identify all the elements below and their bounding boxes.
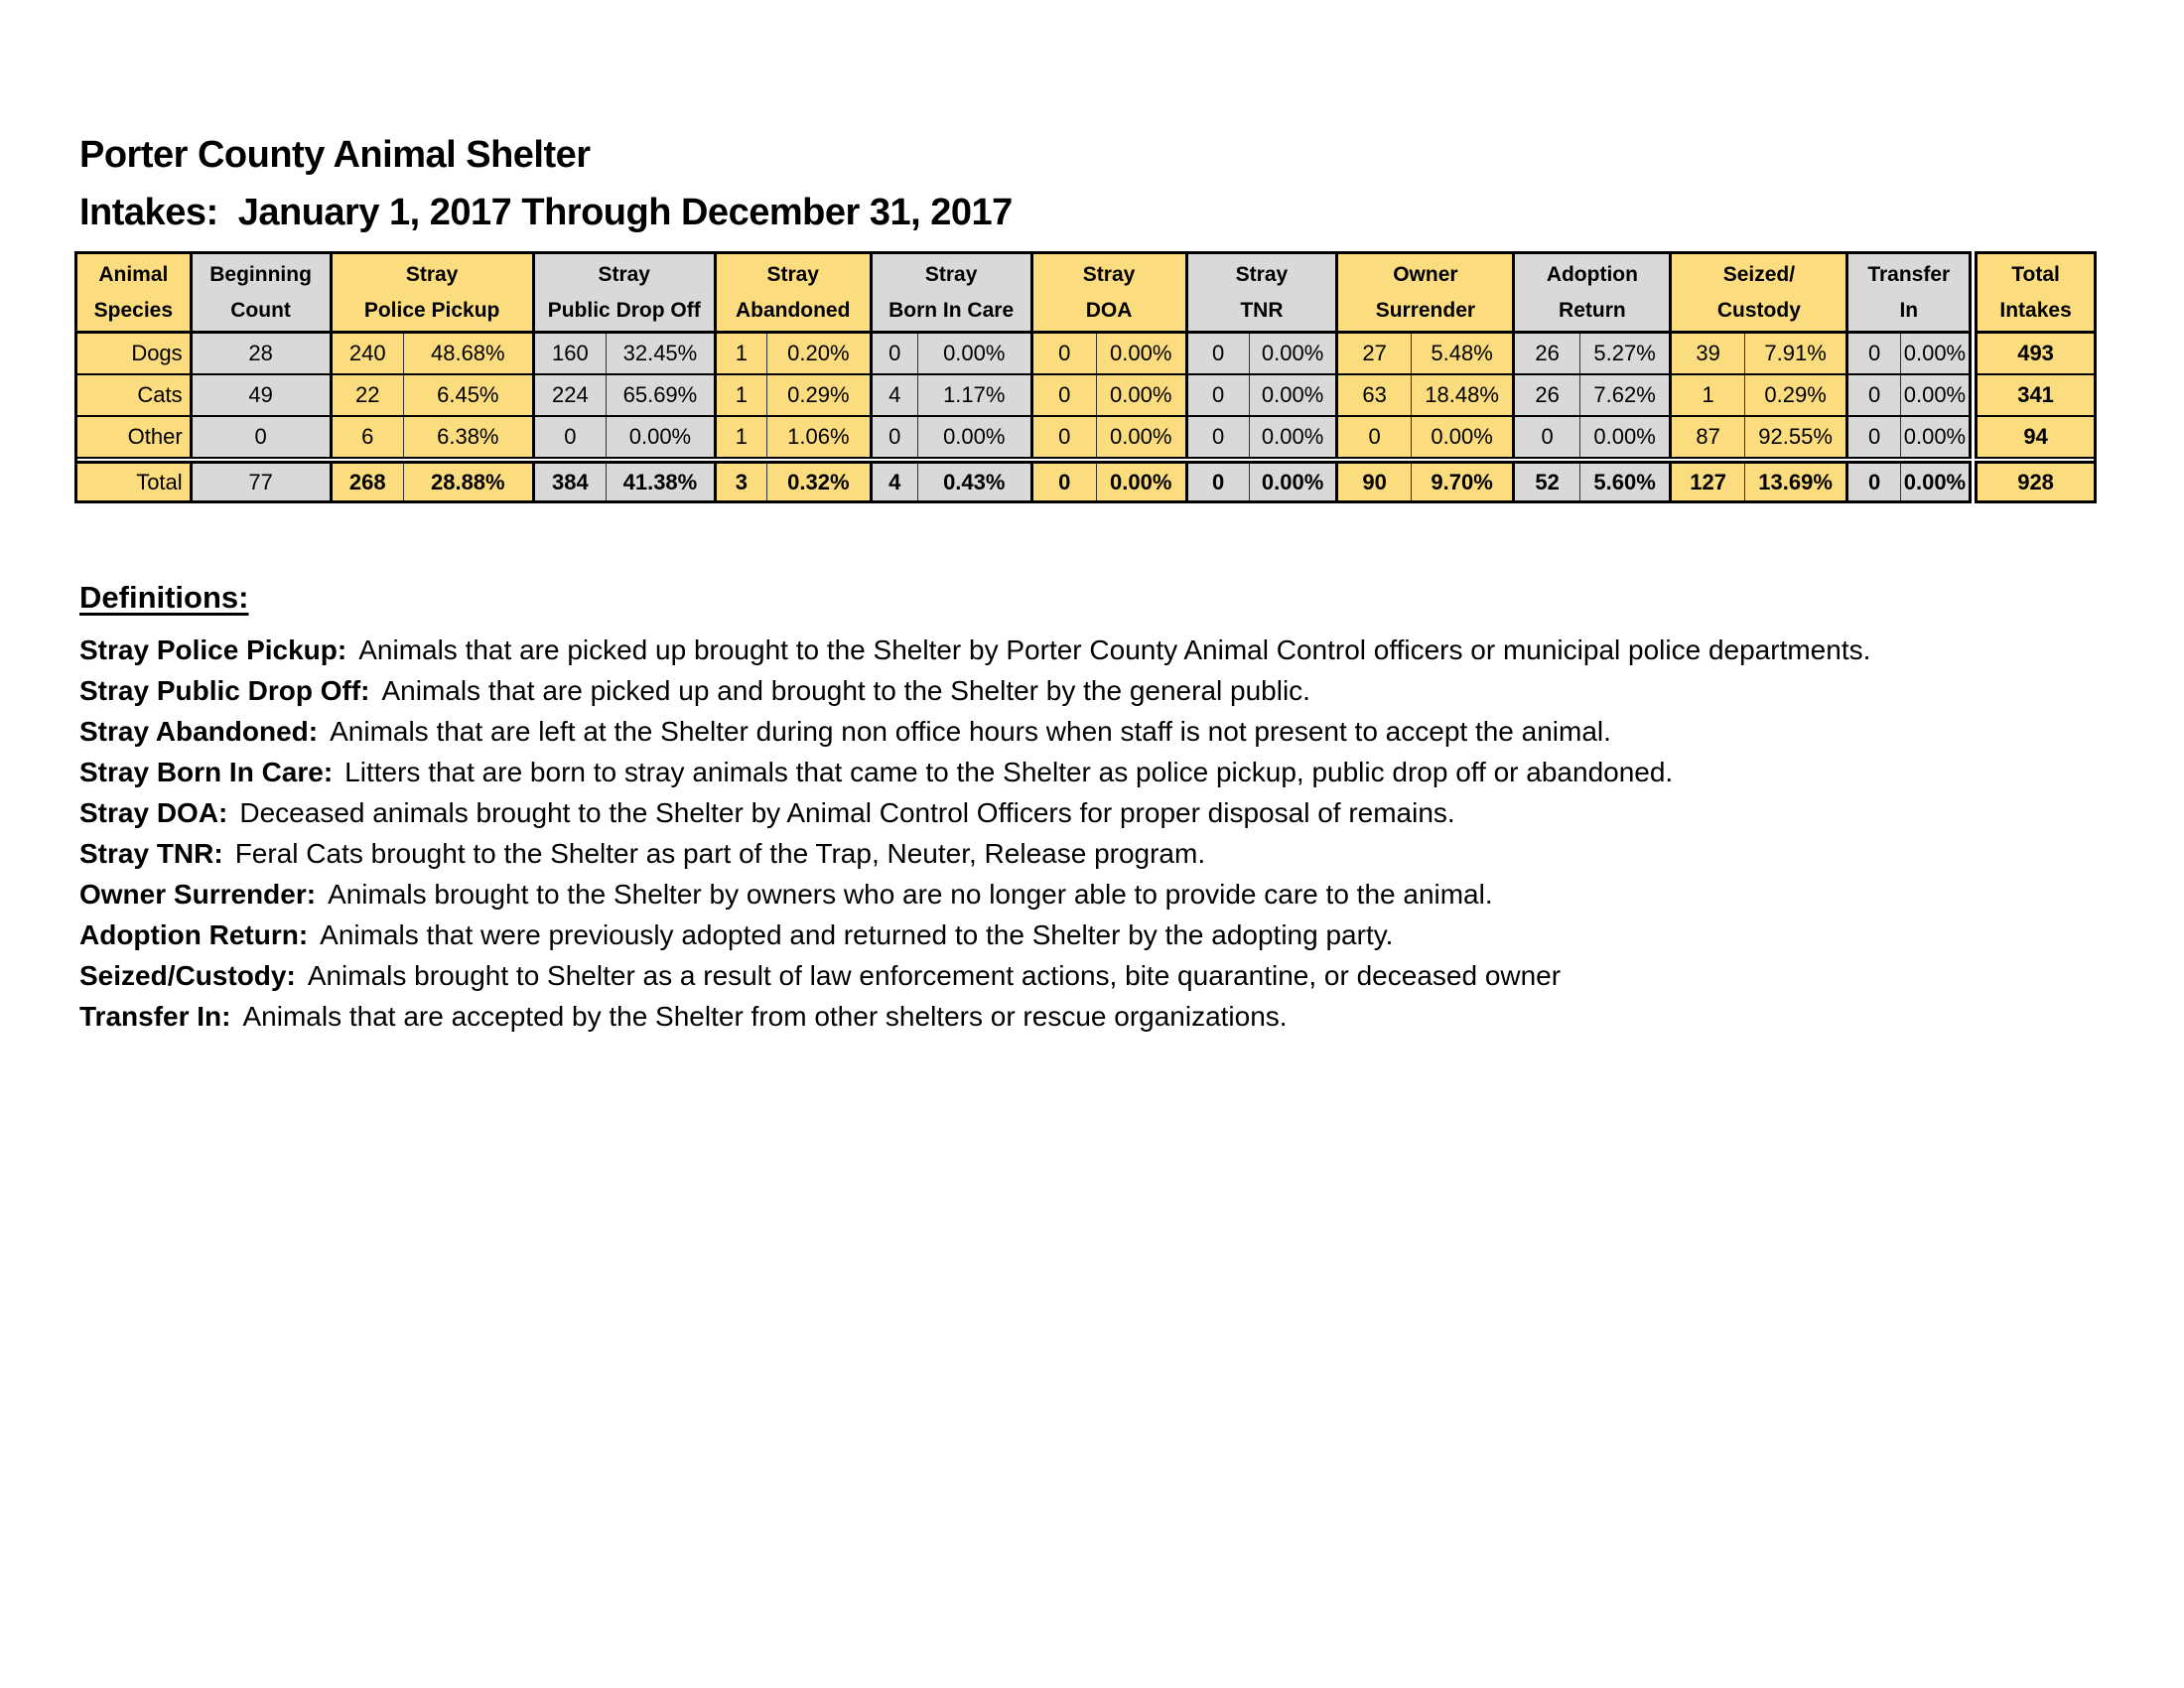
data-cell: 0 — [871, 333, 917, 374]
definition-item — [79, 792, 2115, 833]
definition-text: Litters that are born to stray animals that came to the Shelter as police pickup, public drop off or abandoned. — [344, 757, 1674, 787]
col-header-line: Stray — [924, 262, 978, 286]
data-cell: 0 — [1847, 463, 1900, 502]
data-cell: 90 — [1337, 463, 1411, 502]
data-cell: 4 — [871, 463, 917, 502]
col-header-line: Stray — [1235, 262, 1289, 286]
col-header-line: Beginning — [209, 262, 312, 286]
col-header-line: DOA — [1085, 298, 1133, 322]
data-cell: 268 — [331, 463, 403, 502]
table-row-cats — [76, 374, 2096, 416]
report-subtitle: Intakes: January 1, 2017 Through December 31, 2017 — [79, 192, 1013, 233]
data-cell: 26 — [1514, 333, 1579, 374]
table-header-row — [76, 253, 2096, 333]
data-cell: 0.00% — [1249, 333, 1337, 374]
table-row-dogs — [76, 333, 2096, 374]
definition-text: Animals that are picked up and brought to the Shelter by the general public. — [381, 675, 1310, 706]
data-cell: 1.06% — [767, 416, 872, 458]
definitions-section — [79, 580, 2115, 1037]
col-header-stray-tnr — [1186, 253, 1337, 333]
data-cell: 65.69% — [607, 374, 716, 416]
data-cell: 32.45% — [607, 333, 716, 374]
definition-item — [79, 833, 2115, 874]
definition-text: Deceased animals brought to the Shelter by Animal Control Officers for proper disposal of remains. — [239, 797, 1455, 828]
data-cell: 0 — [871, 416, 917, 458]
col-header-total-intakes — [1974, 253, 2096, 333]
data-cell: 1 — [1671, 374, 1744, 416]
data-cell: 41.38% — [607, 463, 716, 502]
definition-text: Animals brought to the Shelter by owners who are no longer able to provide care to the animal. — [328, 879, 1493, 910]
data-cell: 0.32% — [767, 463, 872, 502]
data-cell: 6.38% — [403, 416, 533, 458]
data-cell: 52 — [1514, 463, 1579, 502]
data-cell: 39 — [1671, 333, 1744, 374]
data-cell: 77 — [191, 463, 331, 502]
col-header-line: Return — [1559, 298, 1626, 322]
data-cell: 48.68% — [403, 333, 533, 374]
col-header-line: Species — [93, 298, 174, 322]
report-title: Porter County Animal Shelter — [79, 134, 591, 176]
col-header-line: TNR — [1240, 298, 1284, 322]
col-header-line: Stray — [1082, 262, 1136, 286]
definition-item — [79, 996, 2115, 1037]
col-header-line: Police Pickup — [363, 298, 500, 322]
data-cell: 0.00% — [1900, 463, 1973, 502]
definition-term: Stray Abandoned: — [79, 716, 319, 747]
data-cell: 1 — [715, 416, 766, 458]
data-cell: 0.29% — [1744, 374, 1847, 416]
data-cell: 0.00% — [917, 416, 1031, 458]
data-cell: 0.00% — [1579, 416, 1671, 458]
data-cell: 0.29% — [767, 374, 872, 416]
data-cell: 63 — [1337, 374, 1411, 416]
col-header-line: Stray — [598, 262, 650, 286]
col-header-transfer-in — [1847, 253, 1974, 333]
definition-term: Stray DOA: — [79, 797, 228, 828]
data-cell: 0.00% — [1900, 374, 1973, 416]
data-cell: 0 — [1186, 416, 1249, 458]
data-cell: 0.00% — [607, 416, 716, 458]
col-header-line: Custody — [1716, 298, 1801, 322]
col-header-owner-surrender — [1337, 253, 1514, 333]
col-header-line: In — [1899, 298, 1919, 322]
col-header-line: Abandoned — [735, 298, 851, 322]
data-cell: 26 — [1514, 374, 1579, 416]
data-cell: 9.70% — [1411, 463, 1514, 502]
data-cell: 224 — [533, 374, 606, 416]
data-cell: 6.45% — [403, 374, 533, 416]
data-cell: 0.00% — [1900, 333, 1973, 374]
col-header-line: Adoption — [1546, 262, 1638, 286]
data-cell: 0 — [1186, 333, 1249, 374]
col-header-line: Stray — [766, 262, 819, 286]
col-header-line: Public Drop Off — [547, 298, 701, 322]
col-header-line: Stray — [405, 262, 459, 286]
col-header-line: Total — [2011, 262, 2060, 286]
definition-item — [79, 670, 2115, 711]
data-cell: 0.00% — [1096, 333, 1186, 374]
col-header-stray-born-in-care — [871, 253, 1031, 333]
definition-text: Animals that are accepted by the Shelter from other shelters or rescue organizations. — [242, 1001, 1288, 1032]
data-cell: 0 — [1186, 374, 1249, 416]
col-header-seized-custody — [1671, 253, 1847, 333]
intakes-table-container — [74, 251, 2097, 503]
data-cell: 27 — [1337, 333, 1411, 374]
data-cell: 6 — [331, 416, 403, 458]
col-header-stray-doa — [1031, 253, 1186, 333]
data-cell: 28 — [191, 333, 331, 374]
col-header-line: Surrender — [1375, 298, 1476, 322]
row-label-cell: Dogs — [76, 333, 192, 374]
col-header-line: Seized/ — [1722, 262, 1796, 286]
row-total-cell: 94 — [1974, 416, 2096, 458]
data-cell: 0 — [533, 416, 606, 458]
data-cell: 0 — [191, 416, 331, 458]
data-cell: 22 — [331, 374, 403, 416]
data-cell: 384 — [533, 463, 606, 502]
data-cell: 0.20% — [767, 333, 872, 374]
data-cell: 0 — [1031, 416, 1096, 458]
definition-text: Animals that were previously adopted and returned to the Shelter by the adopting party. — [320, 919, 1394, 950]
row-total-cell: 493 — [1974, 333, 2096, 374]
definition-item — [79, 630, 2115, 670]
data-cell: 0 — [1337, 416, 1411, 458]
data-cell: 0 — [1847, 374, 1900, 416]
definition-item — [79, 955, 2115, 996]
row-total-cell: 928 — [1974, 463, 2096, 502]
page-header — [79, 132, 1013, 235]
row-total-cell: 341 — [1974, 374, 2096, 416]
data-cell: 0.00% — [1249, 463, 1337, 502]
data-cell: 0 — [1514, 416, 1579, 458]
data-cell: 87 — [1671, 416, 1744, 458]
data-cell: 240 — [331, 333, 403, 374]
definition-item — [79, 914, 2115, 955]
data-cell: 0.00% — [917, 333, 1031, 374]
data-cell: 5.48% — [1411, 333, 1514, 374]
data-cell: 92.55% — [1744, 416, 1847, 458]
data-cell: 49 — [191, 374, 331, 416]
col-header-animal-species — [76, 253, 192, 333]
data-cell: 0.00% — [1411, 416, 1514, 458]
definition-term: Stray Born In Care: — [79, 757, 334, 787]
data-cell: 13.69% — [1744, 463, 1847, 502]
definition-term: Seized/Custody: — [79, 960, 296, 991]
data-cell: 5.27% — [1579, 333, 1671, 374]
data-cell: 7.91% — [1744, 333, 1847, 374]
definition-text: Animals brought to Shelter as a result of law enforcement actions, bite quarantine, or deceased owner — [307, 960, 1562, 991]
col-header-line: Count — [230, 298, 291, 322]
definition-term: Transfer In: — [79, 1001, 231, 1032]
data-cell: 0.00% — [1096, 374, 1186, 416]
definition-text: Feral Cats brought to the Shelter as part of the Trap, Neuter, Release program. — [234, 838, 1206, 869]
data-cell: 7.62% — [1579, 374, 1671, 416]
data-cell: 0.00% — [1900, 416, 1973, 458]
definition-term: Adoption Return: — [79, 919, 309, 950]
data-cell: 160 — [533, 333, 606, 374]
data-cell: 0 — [1031, 463, 1096, 502]
data-cell: 0 — [1847, 416, 1900, 458]
col-header-stray-public-drop-off — [533, 253, 715, 333]
data-cell: 0.00% — [1249, 416, 1337, 458]
col-header-line: Born In Care — [888, 298, 1015, 322]
col-header-stray-abandoned — [715, 253, 871, 333]
data-cell: 28.88% — [403, 463, 533, 502]
data-cell: 1 — [715, 374, 766, 416]
definition-term: Stray Public Drop Off: — [79, 675, 370, 706]
data-cell: 0 — [1186, 463, 1249, 502]
definition-term: Stray Police Pickup: — [79, 634, 347, 665]
row-label-cell: Other — [76, 416, 192, 458]
definition-text: Animals that are left at the Shelter during non office hours when staff is not present to accept the animal. — [330, 716, 1611, 747]
col-header-line: Owner — [1393, 262, 1458, 286]
intakes-table — [74, 251, 2097, 503]
col-header-line: Intakes — [1999, 298, 2072, 322]
definition-item — [79, 711, 2115, 752]
data-cell: 0.00% — [1096, 416, 1186, 458]
col-header-beginning-count — [191, 253, 331, 333]
table-row-other — [76, 416, 2096, 458]
row-label-cell: Total — [76, 463, 192, 502]
definitions-heading: Definitions: — [79, 580, 249, 615]
row-label-cell: Cats — [76, 374, 192, 416]
data-cell: 0 — [1847, 333, 1900, 374]
data-cell: 4 — [871, 374, 917, 416]
definition-item — [79, 752, 2115, 792]
table-row-total — [76, 463, 2096, 502]
data-cell: 1.17% — [917, 374, 1031, 416]
data-cell: 3 — [715, 463, 766, 502]
data-cell: 5.60% — [1579, 463, 1671, 502]
definition-text: Animals that are picked up brought to the Shelter by Porter County Animal Control officers or municipal police departments. — [358, 634, 1871, 665]
col-header-adoption-return — [1514, 253, 1671, 333]
data-cell: 127 — [1671, 463, 1744, 502]
definition-term: Stray TNR: — [79, 838, 223, 869]
col-header-line: Transfer — [1867, 262, 1951, 286]
data-cell: 0.00% — [1096, 463, 1186, 502]
col-header-stray-police-pickup — [331, 253, 533, 333]
definition-item — [79, 874, 2115, 914]
col-header-line: Animal — [98, 262, 169, 286]
data-cell: 0.00% — [1249, 374, 1337, 416]
data-cell: 18.48% — [1411, 374, 1514, 416]
data-cell: 0.43% — [917, 463, 1031, 502]
data-cell: 0 — [1031, 333, 1096, 374]
data-cell: 1 — [715, 333, 766, 374]
data-cell: 0 — [1031, 374, 1096, 416]
definition-term: Owner Surrender: — [79, 879, 317, 910]
